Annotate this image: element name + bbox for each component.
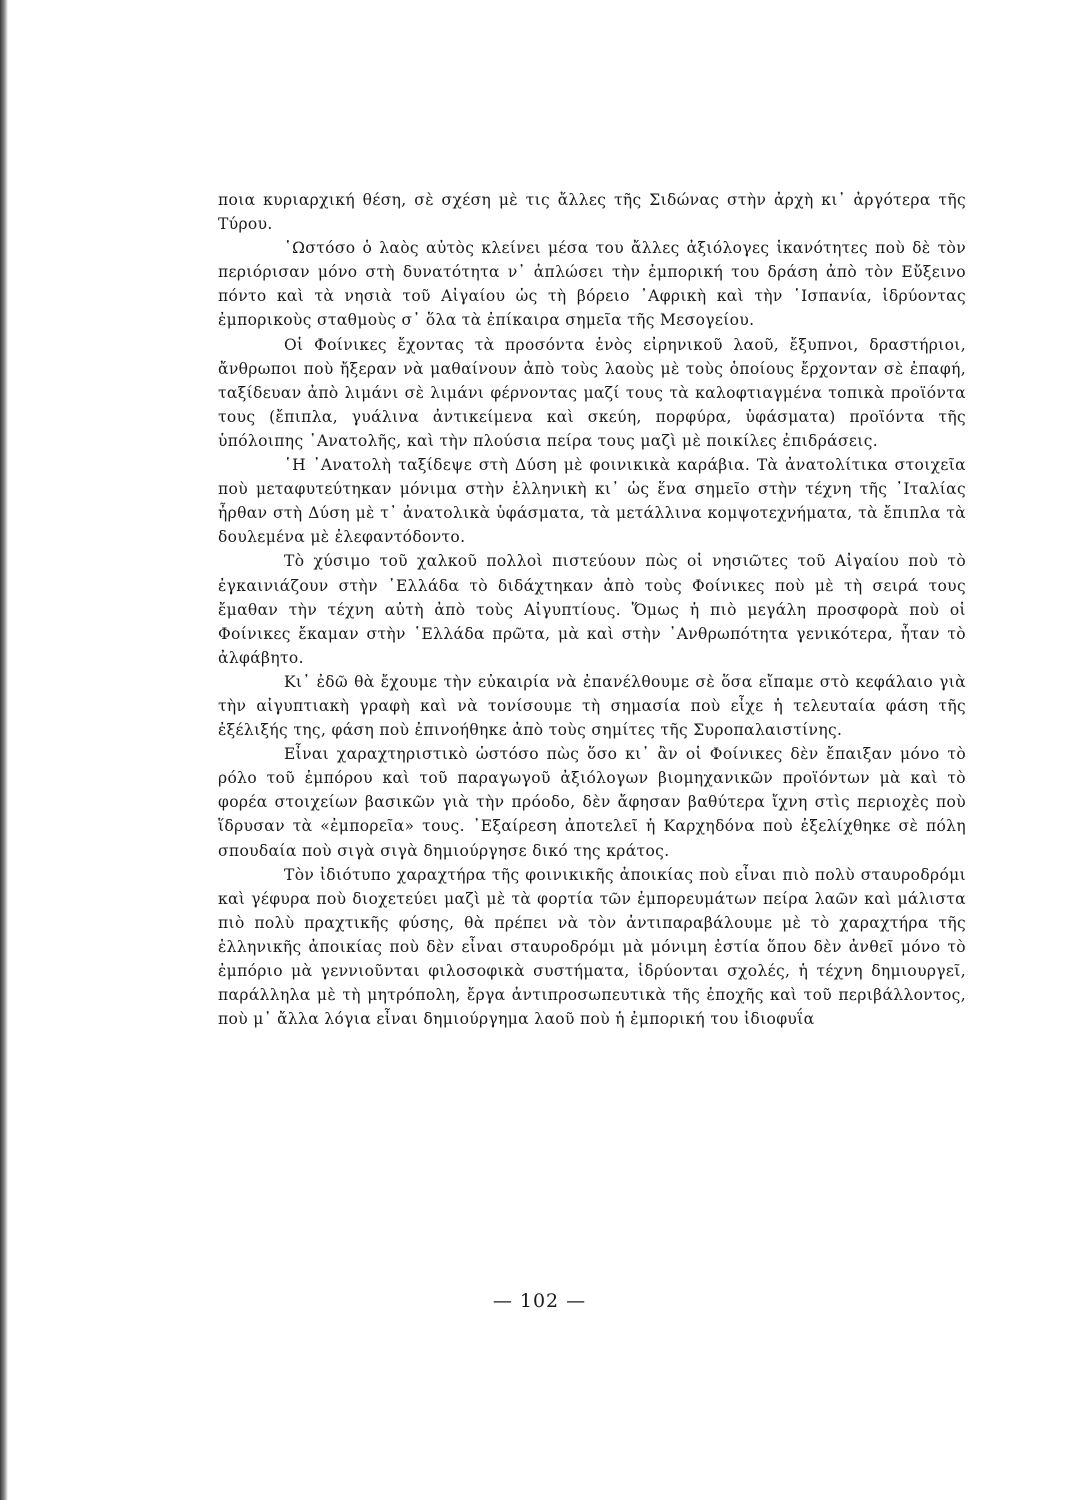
paragraph-2: ῾Ωστόσο ὁ λαὸς αὐτὸς κλείνει μέσα του ἄλλες ἀξιόλογες ἱκανότητες ποὺ δὲ τὸν περιόρισαν μόνο στὴ δυνατότητα ν᾽ ἁπλώσει τὴν ἐμπορική του δράση ἀπὸ τὸν Εὔξεινο πόντο καὶ τὰ νησιὰ τοῦ Αἰγαίου ὡς τὴ βόρειο ᾽Αφρικὴ καὶ τὴν ῾Ισπανία, ἱδρύοντας ἐμπορικοὺς σταθμοὺς σ᾽ ὅλα τὰ ἐπίκαιρα σημεῖα τῆς Μεσογείου. xyxy=(218,239,966,330)
scan-left-edge xyxy=(0,0,8,1500)
paragraph-1: ποια κυριαρχική θέση, σὲ σχέση μὲ τις ἄλλες τῆς Σιδώνας στὴν ἀρχὴ κι᾽ ἀργότερα τῆς Τύρου. xyxy=(218,191,966,234)
paragraph-8: Τὸν ἰδιότυπο χαραχτήρα τῆς φοινικικῆς ἀποικίας ποὺ εἶναι πιὸ πολὺ σταυροδρόμι καὶ γέφυρα ποὺ διοχετεύει μαζὶ μὲ τὰ φορτία τῶν ἐμπορευμάτων πείρα λαῶν καὶ μάλιστα πιὸ πολὺ πραχτικῆς φύσης, θὰ πρέπει νὰ τὸν ἀντιπαραβάλουμε μὲ τὸ χαραχτήρα τῆς ἑλληνικῆς ἀποικίας ποὺ δὲν εἶναι σταυροδρόμι μὰ μόνιμη ἑστία ὅπου δὲν ἀνθεῖ μόνο τὸ ἐμπόριο μὰ γεννιοῦνται φιλοσοφικὰ συστήματα, ἱδρύονται σχολές, ἡ τέχνη δημιουργεῖ, παράλληλα μὲ τὴ μητρόπολη, ἔργα ἀντιπροσωπευτικὰ τῆς ἐποχῆς καὶ τοῦ περιβάλλοντος, ποὺ μ᾽ ἄλλα λόγια εἶναι δημιούργημα λαοῦ ποὺ ἡ ἐμπορική του ἰδιοφυΐα xyxy=(218,865,966,1029)
paragraph-3: Οἱ Φοίνικες ἔχοντας τὰ προσόντα ἑνὸς εἰρηνικοῦ λαοῦ, ἔξυπνοι, δραστήριοι, ἄνθρωποι ποὺ ἤξεραν νὰ μαθαίνουν ἀπὸ τοὺς λαοὺς μὲ τοὺς ὁποίους ἔρχονταν σὲ ἐπαφή, ταξίδευαν ἀπὸ λιμάνι σὲ λιμάνι φέρνοντας μαζί τους τὰ καλοφτιαγμένα τοπικὰ προϊόντα τους (ἔπιπλα, γυάλινα ἀντικείμενα καὶ σκεύη, πορφύρα, ὑφάσματα) προϊόντα τῆς ὑπόλοιπης ᾽Ανατολῆς, καὶ τὴν πλούσια πείρα τους μαζὶ μὲ ποικίλες ἐπιδράσεις. xyxy=(218,335,966,450)
paragraph-6: Κι᾽ ἐδῶ θὰ ἔχουμε τὴν εὐκαιρία νὰ ἐπανέλθουμε σὲ ὅσα εἴπαμε στὸ κεφάλαιο γιὰ τὴν αἰγυπτιακὴ γραφὴ καὶ νὰ τονίσουμε τὴ σημασία ποὺ εἶχε ἡ τελευταία φάση τῆς ἐξέλιξής της, φάση ποὺ ἐπινοήθηκε ἀπὸ τοὺς σημίτες τῆς Συροπαλαιστίνης. xyxy=(218,672,966,740)
page-number: — 102 — xyxy=(492,1290,587,1312)
paragraph-4: ῾Η ᾽Ανατολὴ ταξίδεψε στὴ Δύση μὲ φοινικικὰ καράβια. Τὰ ἀνατολίτικα στοιχεῖα ποὺ μεταφυτεύτηκαν μόνιμα στὴν ἑλληνικὴ κι᾽ ὡς ἕνα σημεῖο στὴν τέχνη τῆς ᾽Ιταλίας ἦρθαν στὴ Δύση μὲ τ᾽ ἀνατολικὰ ὑφάσματα, τὰ μετάλλινα κομψοτεχνήματα, τὰ ἔπιπλα τὰ δουλεμένα μὲ ἐλεφαντόδοντο. xyxy=(218,456,966,547)
body-text xyxy=(218,188,966,1031)
paragraph-5: Τὸ χύσιμο τοῦ χαλκοῦ πολλοὶ πιστεύουν πὼς οἱ νησιῶτες τοῦ Αἰγαίου ποὺ τὸ ἐγκαινιάζουν στὴν ῾Ελλάδα τὸ διδάχτηκαν ἀπὸ τοὺς Φοίνικες ποὺ μὲ τὴ σειρά τους ἔμαθαν τὴν τέχνη αὐτὴ ἀπὸ τοὺς Αἰγυπτίους. Ὅμως ἡ πιὸ μεγάλη προσφορὰ ποὺ οἱ Φοίνικες ἔκαμαν στὴν ῾Ελλάδα πρῶτα, μὰ καὶ στὴν ᾽Ανθρωπότητα γενικότερα, ἦταν τὸ ἀλφάβητο. xyxy=(218,552,966,667)
paragraph-7: Εἶναι χαραχτηριστικὸ ὡστόσο πὼς ὅσο κι᾽ ἂν οἱ Φοίνικες δὲν ἔπαιξαν μόνο τὸ ρόλο τοῦ ἐμπόρου καὶ τοῦ παραγωγοῦ ἀξιόλογων βιομηχανικῶν προϊόντων μὰ καὶ τὸ φορέα στοιχείων βασικῶν γιὰ τὴν πρόοδο, δὲν ἄφησαν βαθύτερα ἴχνη στὶς περιοχὲς ποὺ ἵδρυσαν τὰ «ἐμπορεῖα» τους. ᾽Εξαίρεση ἀποτελεῖ ἡ Καρχηδόνα ποὺ ἐξελίχθηκε σὲ πόλη σπουδαία ποὺ σιγὰ σιγὰ δημιούργησε δικό της κράτος. xyxy=(218,745,966,860)
